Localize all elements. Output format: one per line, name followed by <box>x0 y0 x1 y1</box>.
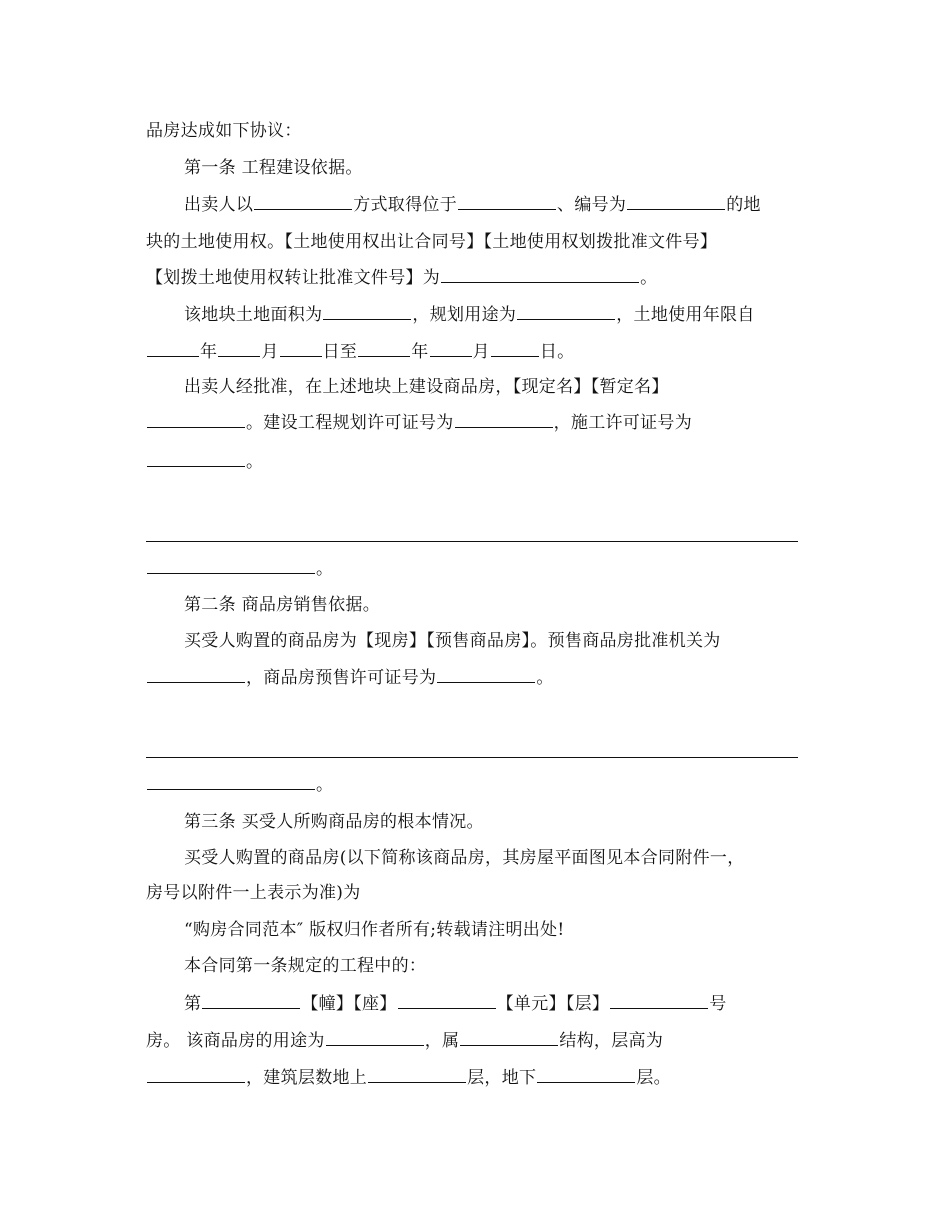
fill-blank[interactable] <box>147 1066 245 1083</box>
fill-blank[interactable] <box>147 411 245 428</box>
fill-blank[interactable] <box>358 340 410 357</box>
fill-blank[interactable] <box>491 340 539 357</box>
fill-rule[interactable] <box>146 757 798 758</box>
fill-blank[interactable] <box>218 340 260 357</box>
text-line: 块的土地使用权。【土地使用权出让合同号】【土地使用权划拨批准文件号】 <box>146 232 718 252</box>
text-line: 。 <box>146 557 333 581</box>
fill-blank[interactable] <box>455 411 553 428</box>
text-line: 出卖人经批准，在上述地块上建设商品房，【现定名】【暂定名】 <box>184 377 669 397</box>
fill-blank[interactable] <box>430 340 472 357</box>
article-3-heading: 第三条 买受人所购商品房的根本情况。 <box>184 812 484 832</box>
article-2-heading: 第二条 商品房销售依据。 <box>184 595 381 615</box>
text-line: 本合同第一条规定的工程中的： <box>184 956 427 976</box>
fill-blank[interactable] <box>147 340 199 357</box>
fill-blank[interactable] <box>610 992 708 1009</box>
text-line: 房。 该商品房的用途为 ，属 结构，层高为 <box>146 1031 664 1051</box>
fill-blank[interactable] <box>368 1066 466 1083</box>
text-line: 买受人购置的商品房为【现房】【预售商品房】。预售商品房批准机关为 <box>184 631 721 651</box>
text-line: 。 <box>146 773 333 797</box>
fill-blank[interactable] <box>323 303 411 320</box>
fill-blank[interactable] <box>147 557 315 574</box>
fill-blank[interactable] <box>326 1029 424 1046</box>
text-line: 。 <box>146 450 263 474</box>
fill-blank[interactable] <box>147 666 245 683</box>
text-line: ，商品房预售许可证号为 。 <box>146 666 554 690</box>
fill-blank[interactable] <box>517 303 615 320</box>
text-line: 买受人购置的商品房(以下简称该商品房，其房屋平面图见本合同附件一， <box>184 848 745 868</box>
fill-blank[interactable] <box>627 193 725 210</box>
text-line: 第 【幢】【座】 【单元】【层】 号 <box>184 994 727 1014</box>
fill-blank[interactable] <box>458 193 556 210</box>
fill-blank[interactable] <box>147 773 315 790</box>
fill-blank[interactable] <box>147 450 245 467</box>
text-line: 【划拨土地使用权转让批准文件号】为 。 <box>146 268 658 288</box>
text-line: 。建设工程规划许可证号为 ，施工许可证号为 <box>146 411 692 435</box>
text-line: 品房达成如下协议： <box>146 121 302 141</box>
text-line: 该地块土地面积为 ，规划用途为 ，土地使用年限自 <box>184 305 755 325</box>
fill-blank[interactable] <box>460 1029 558 1046</box>
fill-blank[interactable] <box>441 266 639 283</box>
text-line: 房号以附件一上表示为准)为 <box>146 883 361 903</box>
fill-blank[interactable] <box>280 340 322 357</box>
text-line: 出卖人以 方式取得位于 、编号为 的地 <box>184 195 761 215</box>
article-1-heading: 第一条 工程建设依据。 <box>184 158 363 178</box>
fill-blank[interactable] <box>254 193 352 210</box>
copyright-notice: “购房合同范本″ 版权归作者所有;转载请注明出处! <box>184 920 565 940</box>
text-line: 年 月 日至 年 月 日。 <box>146 340 574 364</box>
fill-blank[interactable] <box>537 1066 635 1083</box>
fill-blank[interactable] <box>437 666 535 683</box>
fill-blank[interactable] <box>202 992 300 1009</box>
fill-rule[interactable] <box>146 541 798 542</box>
text-line: ，建筑层数地上 层，地下 层。 <box>146 1066 671 1090</box>
fill-blank[interactable] <box>398 992 496 1009</box>
